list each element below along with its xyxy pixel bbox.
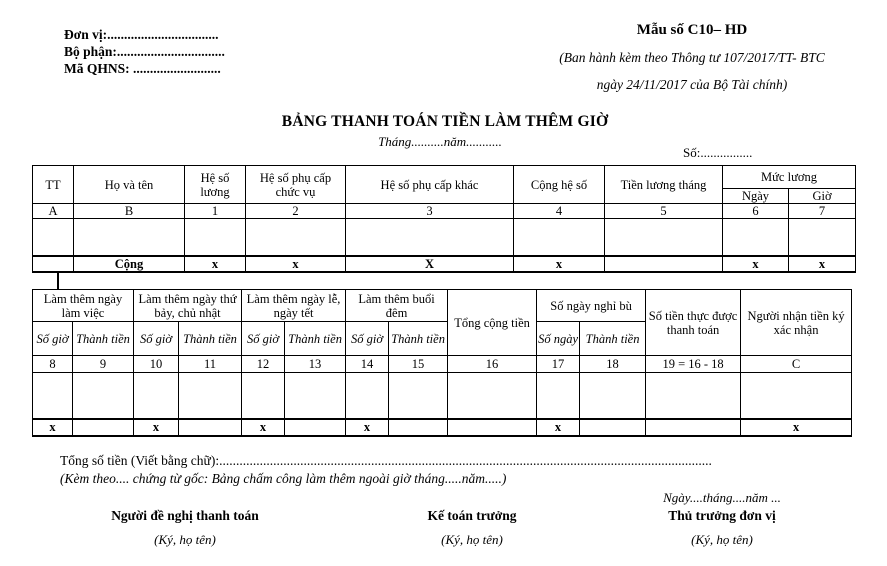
signer-title: Thủ trưởng đơn vị <box>668 508 776 523</box>
t1-entry-cell <box>789 219 856 256</box>
t2-header-nguoi-nhan: Người nhận tiền ký xác nhận <box>741 290 852 356</box>
t2-group-so-ngay-nghi-bu: Số ngày nghỉ bù <box>537 290 646 322</box>
t2-entry-cell <box>242 373 285 419</box>
table-connector-line <box>57 271 59 289</box>
t1-entry-cell <box>723 219 789 256</box>
t1-code-cell: 7 <box>789 204 856 219</box>
t2-total-cell: x <box>242 419 285 436</box>
org-info-block <box>64 26 225 77</box>
t2-code-cell: 10 <box>134 356 179 373</box>
t1-header-cong-he-so: Cộng hệ số <box>514 166 605 204</box>
signer-title: Người đề nghị thanh toán <box>111 508 259 523</box>
t2-entry-cell <box>646 373 741 419</box>
t1-total-cell: x <box>723 256 789 272</box>
unit-label: Đơn vị:................................. <box>64 27 219 42</box>
salary-coefficient-table <box>32 165 856 273</box>
t2-total-cell: x <box>741 419 852 436</box>
t1-header-tien-luong-thang: Tiền lương tháng <box>605 166 723 204</box>
page-title: BẢNG THANH TOÁN TIỀN LÀM THÊM GIỜ <box>281 113 609 130</box>
t2-subheader-thanh-tien: Thành tiền <box>580 322 646 356</box>
t1-entry-cell <box>605 219 723 256</box>
t1-code-cell: 2 <box>246 204 346 219</box>
t1-entry-cell <box>185 219 246 256</box>
signer-block-requester <box>75 508 295 548</box>
attachment-note: (Kèm theo.... chứng từ gốc: Bảng chấm công làm thêm ngoài giờ tháng.....năm.....) <box>60 471 507 486</box>
t2-subheader-so-gio: Số giờ <box>346 322 389 356</box>
t2-group-buoi-dem: Làm thêm buổi đêm <box>346 290 448 322</box>
t2-code-cell: 15 <box>389 356 448 373</box>
t1-code-cell: 3 <box>346 204 514 219</box>
t1-header-tt: TT <box>33 166 74 204</box>
t2-entry-cell <box>33 373 73 419</box>
t1-total-cell: x <box>789 256 856 272</box>
t1-code-cell: 1 <box>185 204 246 219</box>
t2-subheader-thanh-tien: Thành tiền <box>389 322 448 356</box>
signer-block-chief-accountant <box>362 508 582 548</box>
t2-entry-cell <box>73 373 134 419</box>
t1-total-cell: x <box>514 256 605 272</box>
department-label: Bộ phận:................................ <box>64 44 225 59</box>
t2-subheader-so-gio: Số giờ <box>242 322 285 356</box>
issued-under-line2: ngày 24/11/2017 của Bộ Tài chính) <box>596 77 788 92</box>
overtime-detail-table <box>32 289 852 437</box>
t2-entry-cell <box>537 373 580 419</box>
issued-under-line1: (Ban hành kèm theo Thông tư 107/2017/TT- BTC <box>559 50 825 65</box>
document-number: Số:................ <box>683 145 753 160</box>
form-number: Mẫu số C10– HD <box>636 22 748 38</box>
t2-subheader-so-ngay: Số ngày <box>537 322 580 356</box>
t1-header-he-so-luong: Hệ số lương <box>185 166 246 204</box>
t2-group-ngay-lam-viec: Làm thêm ngày làm việc <box>33 290 134 322</box>
t2-code-cell: 17 <box>537 356 580 373</box>
t2-code-cell: 14 <box>346 356 389 373</box>
t1-total-cell: X <box>346 256 514 272</box>
t2-subheader-thanh-tien: Thành tiền <box>285 322 346 356</box>
t2-entry-cell <box>285 373 346 419</box>
t2-group-le-tet: Làm thêm ngày lễ, ngày tết <box>242 290 346 322</box>
t2-entry-cell <box>389 373 448 419</box>
t2-code-cell: 18 <box>580 356 646 373</box>
t1-header-phu-cap-khac: Hệ số phụ cấp khác <box>346 166 514 204</box>
t2-total-cell <box>179 419 242 436</box>
qhns-code-label: Mã QHNS: .......................... <box>64 61 221 76</box>
t1-code-cell: A <box>33 204 74 219</box>
page-subtitle: Tháng..........năm........... <box>378 134 502 149</box>
t2-code-cell: 8 <box>33 356 73 373</box>
t1-code-cell: 5 <box>605 204 723 219</box>
t1-total-cell <box>605 256 723 272</box>
signer-note: (Ký, họ tên) <box>154 532 216 547</box>
t2-total-cell <box>646 419 741 436</box>
signer-note: (Ký, họ tên) <box>691 532 753 547</box>
t2-total-cell: x <box>134 419 179 436</box>
t2-entry-cell <box>448 373 537 419</box>
t1-code-cell: B <box>74 204 185 219</box>
t1-total-cell: x <box>185 256 246 272</box>
form-reference-block <box>492 22 887 93</box>
t2-total-cell <box>285 419 346 436</box>
t2-entry-cell <box>179 373 242 419</box>
total-in-words-line: Tổng số tiền (Viết bằng chữ):.................................................................................................................................................. <box>60 453 712 468</box>
t2-subheader-so-gio: Số giờ <box>134 322 179 356</box>
t1-header-phu-cap-chuc-vu: Hệ số phụ cấp chức vụ <box>246 166 346 204</box>
date-line: Ngày....tháng....năm ... <box>663 490 781 505</box>
t2-subheader-so-gio: Số giờ <box>33 322 73 356</box>
signer-title: Kế toán trưởng <box>427 508 517 523</box>
t2-header-so-tien-thuc: Số tiền thực được thanh toán <box>646 290 741 356</box>
t2-group-thu-bay-chu-nhat: Làm thêm ngày thứ bảy, chủ nhật <box>134 290 242 322</box>
t1-entry-cell <box>33 219 74 256</box>
t1-entry-cell <box>246 219 346 256</box>
t2-entry-cell <box>580 373 646 419</box>
t2-total-cell: x <box>346 419 389 436</box>
signer-note: (Ký, họ tên) <box>441 532 503 547</box>
t1-total-cell <box>33 256 74 272</box>
t1-entry-cell <box>346 219 514 256</box>
t1-header-ho-va-ten: Họ và tên <box>74 166 185 204</box>
t2-code-cell: 19 = 16 - 18 <box>646 356 741 373</box>
t2-code-cell: 13 <box>285 356 346 373</box>
t1-total-label: Cộng <box>74 256 185 272</box>
t2-total-cell: x <box>537 419 580 436</box>
t2-header-tong-cong-tien: Tổng cộng tiền <box>448 290 537 356</box>
t1-total-cell: x <box>246 256 346 272</box>
t2-code-cell: 11 <box>179 356 242 373</box>
t2-total-cell <box>580 419 646 436</box>
t2-code-cell: 16 <box>448 356 537 373</box>
t2-code-cell: 9 <box>73 356 134 373</box>
t2-subheader-thanh-tien: Thành tiền <box>73 322 134 356</box>
t2-subheader-thanh-tien: Thành tiền <box>179 322 242 356</box>
t2-entry-cell <box>134 373 179 419</box>
t1-header-gio: Giờ <box>789 189 856 204</box>
t2-code-cell: C <box>741 356 852 373</box>
t1-code-cell: 4 <box>514 204 605 219</box>
t2-total-cell <box>448 419 537 436</box>
t1-code-cell: 6 <box>723 204 789 219</box>
t2-total-cell <box>73 419 134 436</box>
t2-total-cell: x <box>33 419 73 436</box>
t1-entry-cell <box>74 219 185 256</box>
t1-entry-cell <box>514 219 605 256</box>
t2-code-cell: 12 <box>242 356 285 373</box>
t2-entry-cell <box>741 373 852 419</box>
signer-block-unit-head <box>612 508 832 548</box>
t2-entry-cell <box>346 373 389 419</box>
t1-header-muc-luong: Mức lương <box>723 166 856 189</box>
t1-header-ngay: Ngày <box>723 189 789 204</box>
t2-total-cell <box>389 419 448 436</box>
